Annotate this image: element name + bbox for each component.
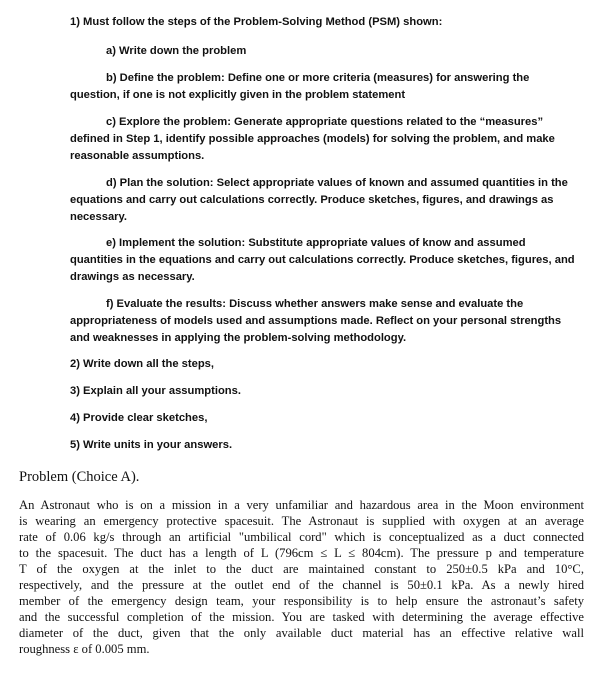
step-e-line: drawings as necessary. (70, 271, 195, 283)
step-c-line: c) Explore the problem: Generate appropriate questions related to the “measures” (106, 116, 544, 128)
instructions-intro: 1) Must follow the steps of the Problem-Solving Method (PSM) shown: (70, 16, 443, 28)
requirement-2: 2) Write down all the steps, (70, 358, 215, 370)
requirement-4: 4) Provide clear sketches, (70, 412, 208, 424)
step-a: a) Write down the problem (106, 45, 247, 57)
problem-text-line: roughness ε of 0.005 mm. (19, 642, 150, 656)
problem-text-line: diameter of the duct, given that the only available duct material has an effective relative wall (19, 626, 584, 640)
step-e-line: quantities in the equations and carry out calculations correctly. Produce sketches, figures, and (70, 254, 575, 266)
step-c-line: reasonable assumptions. (70, 150, 205, 162)
problem-text-line: member of the emergency design team, your responsibility is to help ensure the astronaut’s safety (19, 594, 584, 608)
problem-text-line: is wearing an emergency protective spacesuit. The Astronaut is supplied with oxygen at an average (19, 514, 584, 528)
step-f-line: and weaknesses in applying the problem-solving methodology. (70, 332, 407, 344)
requirement-3: 3) Explain all your assumptions. (70, 385, 241, 397)
problem-text-line: and the successful completion of the mission. You are tasked with determining the average effective (19, 610, 584, 624)
problem-text-line: respectively, and the pressure at the outlet end of the channel is 50±0.1 kPa. As a newly hired (19, 578, 584, 592)
problem-text-line: rate of 0.06 kg/s through an artificial "umbilical cord" which is conceptualized as a duct connected (19, 530, 584, 544)
step-d-line: d) Plan the solution: Select appropriate values of known and assumed quantities in the (106, 177, 568, 189)
step-f-line: f) Evaluate the results: Discuss whether answers make sense and evaluate the (106, 298, 524, 310)
problem-text-line: to the spacesuit. The duct has a length of L (796cm ≤ L ≤ 804cm). The pressure p and temperature (19, 546, 584, 560)
step-b-line: b) Define the problem: Define one or more criteria (measures) for answering the (106, 72, 530, 84)
step-d-line: equations and carry out calculations correctly. Produce sketches, figures, and drawings as (70, 194, 554, 206)
step-e-line: e) Implement the solution: Substitute appropriate values of know and assumed (106, 237, 526, 249)
requirement-5: 5) Write units in your answers. (70, 439, 233, 451)
problem-text-line: An Astronaut who is on a mission in a very unfamiliar and hazardous area in the Moon environment (19, 498, 584, 512)
step-c-line: defined in Step 1, identify possible approaches (models) for solving the problem, and make (70, 133, 555, 145)
step-b-line: question, if one is not explicitly given in the problem statement (70, 89, 406, 101)
problem-text-line: T of the oxygen at the inlet to the duct are maintained constant to 250±0.5 kPa and 10°C, (19, 562, 584, 576)
step-f-line: appropriateness of models used and assumptions made. Reflect on your personal strengths (70, 315, 562, 327)
problem-heading: Problem (Choice A). (19, 469, 140, 485)
step-d-line: necessary. (70, 211, 128, 223)
